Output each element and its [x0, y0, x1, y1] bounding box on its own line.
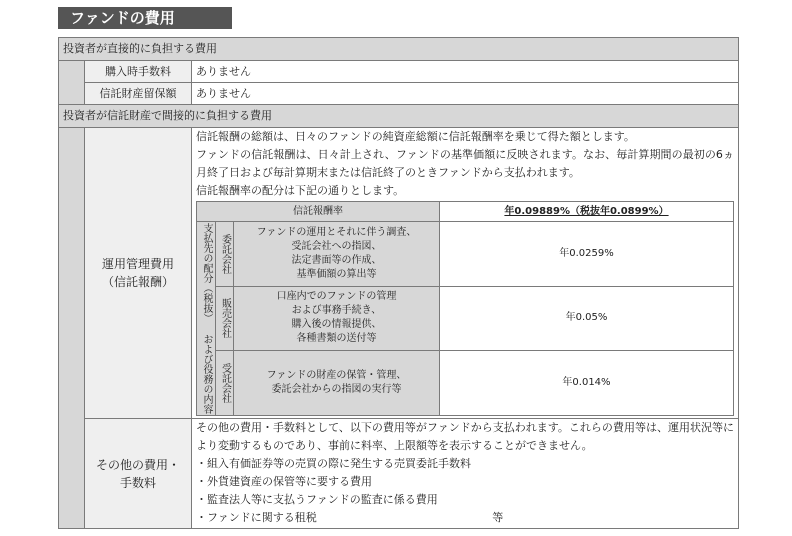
service-line: 委託会社からの指図の実行等 — [271, 384, 402, 396]
fee-allocation-table — [196, 201, 734, 416]
management-fee-desc: 信託報酬の総額は、日々のファンドの純資産総額に信託報酬率を乗じて得た額とします。 — [196, 130, 635, 143]
fee-table — [58, 37, 739, 529]
reserve-fee-label: 信託財産留保額 — [85, 83, 192, 105]
service-line: 基準価額の算出等 — [296, 268, 377, 280]
payee-label: 受託会社 — [216, 351, 234, 416]
service-line: ファンドの財産の保管・管理、 — [266, 370, 407, 382]
service-line: 受託会社への指図、 — [291, 240, 382, 252]
other-fees-detail — [192, 419, 739, 529]
management-fee-desc: 信託報酬率の配分は下記の通りとします。 — [196, 184, 405, 197]
etc-suffix: 等 — [492, 511, 504, 524]
allocation-category — [197, 222, 216, 416]
service-line: 各種書類の送付等 — [296, 333, 377, 345]
management-fee-detail — [192, 128, 739, 419]
management-fee-label-line2: （信託報酬） — [101, 275, 174, 289]
service-description — [234, 351, 440, 416]
rate-value: 年0.09889%（税抜年0.0899%） — [440, 202, 734, 222]
purchase-fee-label: 購入時手数料 — [85, 61, 192, 83]
other-fee-item: ・監査法人等に支払うファンドの監査に係る費用 — [196, 493, 438, 506]
other-fees-label — [85, 419, 192, 529]
indent-cell — [59, 61, 85, 105]
service-line: 法定書面等の作成、 — [291, 254, 382, 266]
direct-fees-heading: 投資者が直接的に負担する費用 — [59, 38, 739, 61]
other-fees-label-line1: その他の費用・ — [95, 457, 180, 472]
indent-cell — [59, 128, 85, 529]
management-fee-label-line1: 運用管理費用 — [101, 257, 174, 271]
service-line: 購入後の情報提供、 — [291, 319, 382, 331]
payee-label: 委託会社 — [216, 222, 234, 287]
other-fee-item: ・ファンドに関する租税 — [196, 511, 317, 524]
service-line: 口座内でのファンドの管理 — [276, 291, 397, 303]
payee-label: 販売会社 — [216, 286, 234, 351]
allocation-category-col1: 支払先の配分（税抜） — [201, 223, 212, 323]
allocation-rate: 年0.014% — [440, 351, 734, 416]
other-fee-item-last — [196, 509, 734, 527]
rate-label: 信託報酬率 — [197, 202, 440, 222]
service-line: ファンドの運用とそれに伴う調査、 — [256, 226, 417, 238]
indirect-fees-heading: 投資者が信託財産で間接的に負担する費用 — [59, 105, 739, 128]
service-description — [234, 222, 440, 287]
management-fee-label — [85, 128, 192, 419]
allocation-rate: 年0.05% — [440, 286, 734, 351]
other-fees-label-line2: 手数料 — [119, 475, 156, 490]
purchase-fee-value: ありません — [192, 61, 739, 83]
allocation-rate: 年0.0259% — [440, 222, 734, 287]
service-description — [234, 286, 440, 351]
service-line: および事務手続き、 — [291, 305, 382, 317]
other-fee-item: ・組入有価証券等の売買の際に発生する売買委託手数料 — [196, 457, 471, 470]
allocation-category-col2: および役務の内容 — [201, 334, 212, 414]
section-title: ファンドの費用 — [58, 7, 232, 29]
other-fees-intro: その他の費用・手数料として、以下の費用等がファンドから支払われます。これらの費用等は、運用状況等により変動するものであり、事前に料率、上限額等を表示することができません。 — [196, 421, 735, 452]
other-fee-item: ・外貨建資産の保管等に要する費用 — [196, 475, 372, 488]
management-fee-desc: ファンドの信託報酬は、日々計上され、ファンドの基準価額に反映されます。なお、毎計算期間の最初の6ヵ月終了日および毎計算期末または信託終了のときファンドから支払われます。 — [196, 148, 735, 179]
reserve-fee-value: ありません — [192, 83, 739, 105]
